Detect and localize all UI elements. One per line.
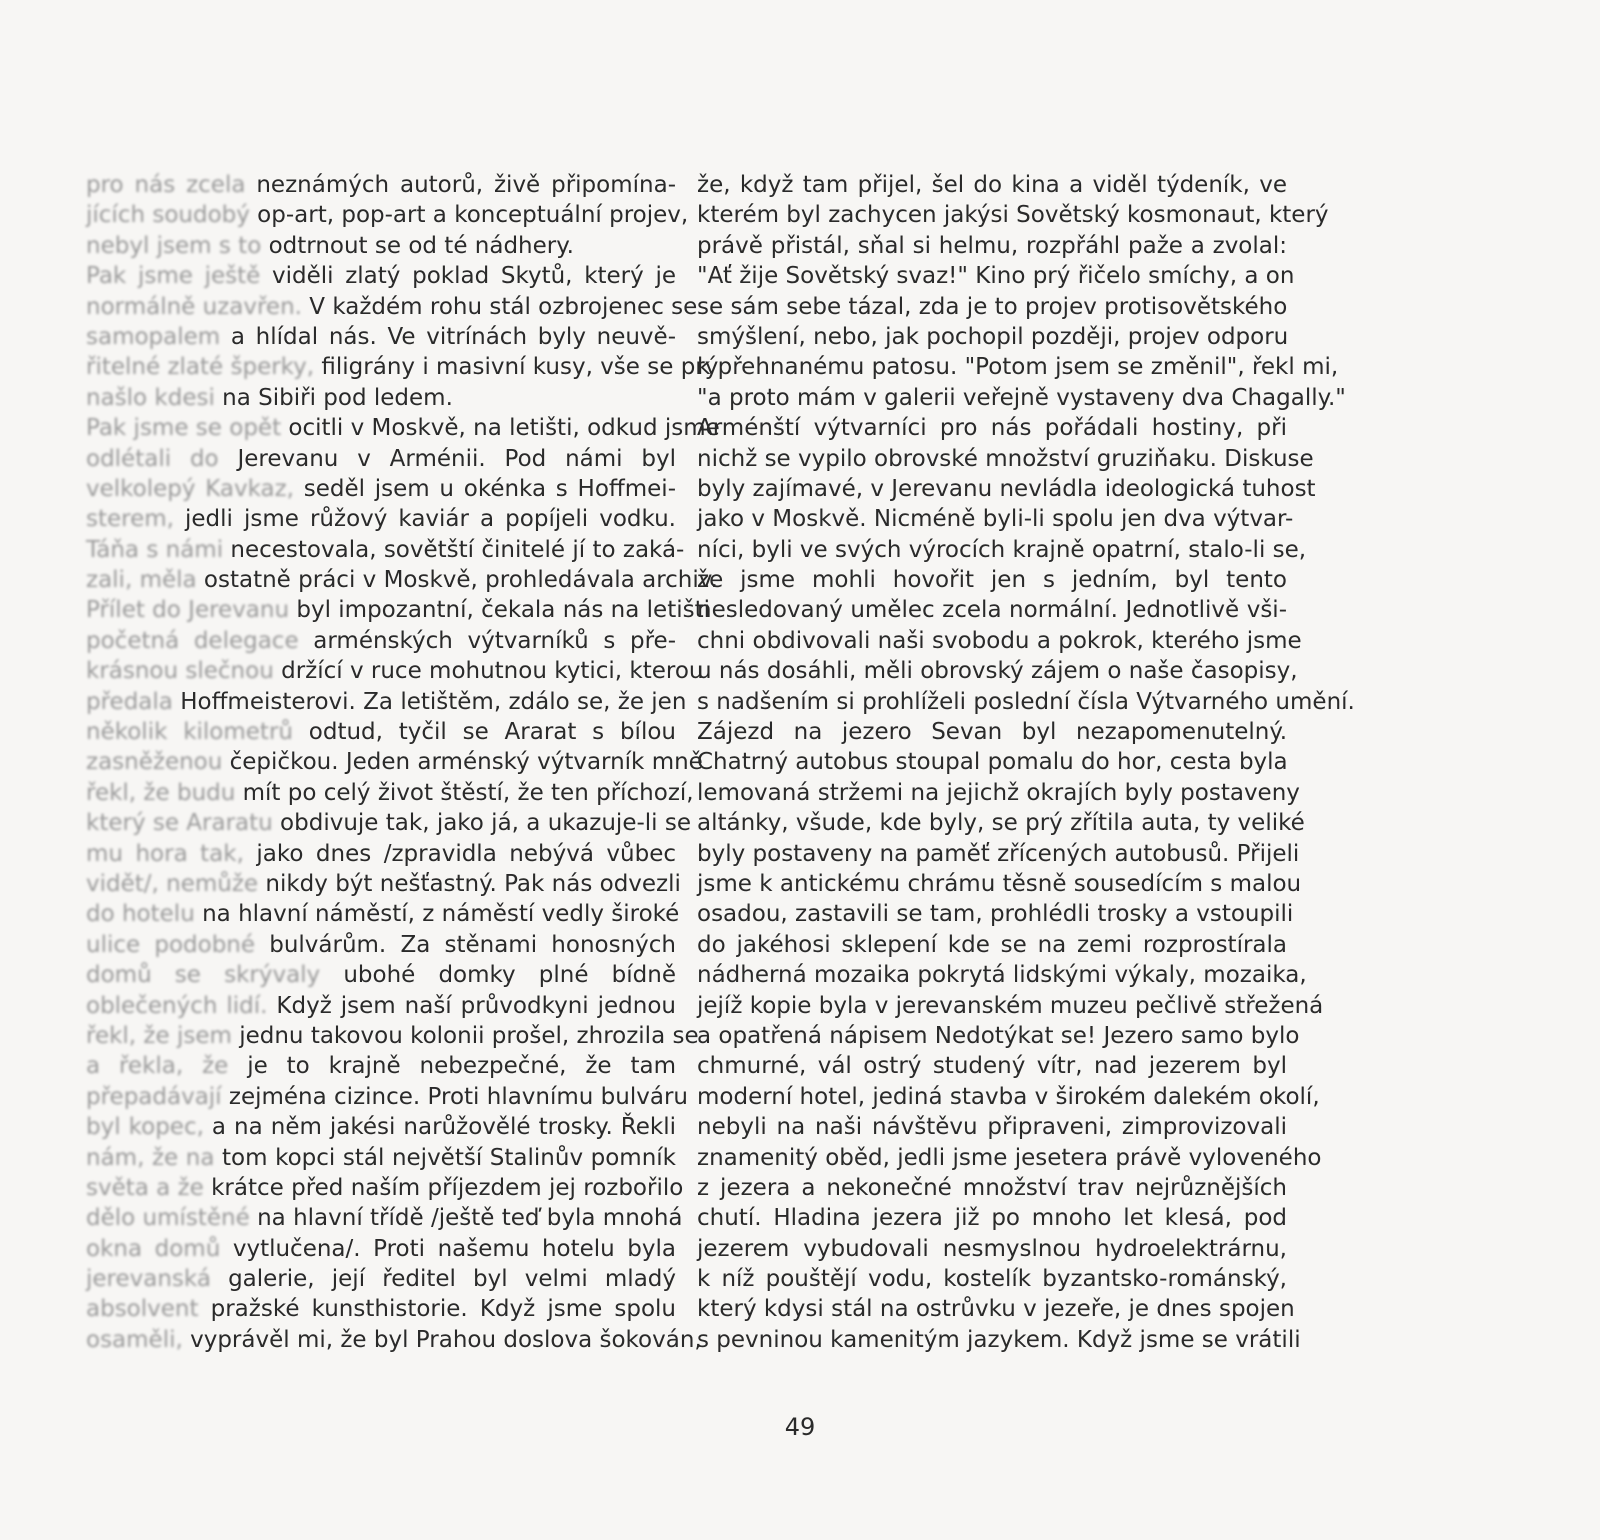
line-text: chutí. Hladina jezera již po mnoho let klesá, pod (697, 1205, 1287, 1232)
text-line (86, 1234, 676, 1264)
line-text: krátce před naším příjezdem jej rozbořilo (203, 1174, 684, 1201)
text-line (697, 1051, 1287, 1081)
text-line (697, 413, 1287, 443)
line-text: níci, byli ve svých výrocích krajně opatrní, stalo-li se, (697, 536, 1307, 563)
text-line (86, 1051, 676, 1081)
text-line (86, 778, 694, 808)
faded-text: přepadávají (86, 1083, 222, 1110)
line-text: chni obdivovali naši svobodu a pokrok, kterého jsme (697, 627, 1302, 654)
line-text: bulvárům. Za stěnami honosných (255, 931, 676, 958)
line-text: znamenitý oběd, jedli jsme jesetera právě vyloveného (697, 1144, 1322, 1171)
text-line (86, 1294, 676, 1324)
text-line (86, 231, 676, 261)
line-text: do jakéhosi sklepení kde se na zemi rozprostírala (697, 931, 1287, 958)
line-text: a hlídal nás. Ve vitrínách byly neuvě- (220, 323, 676, 350)
text-line (86, 292, 698, 322)
text-line (86, 869, 681, 899)
text-line (86, 474, 676, 504)
line-text: s nadšením si prohlíželi poslední čísla Výtvarného umění. (697, 688, 1355, 715)
line-text: filigrány i masivní kusy, vše se prý (314, 354, 719, 381)
faded-text: do hotelu (86, 901, 195, 928)
text-line (697, 504, 1294, 534)
line-text: jezerem vybudovali nesmyslnou hydroelektrárnu, (697, 1235, 1287, 1262)
line-text: lemovaná stržemi na jejichž okrajích byly postaveny (697, 779, 1300, 806)
text-line (86, 991, 676, 1021)
line-text: ubohé domky plné bídně (320, 962, 676, 989)
text-line (697, 1234, 1287, 1264)
text-line (697, 717, 1287, 747)
line-text: seděl jsem u okénka s Hoffmei- (294, 475, 676, 502)
text-line (86, 200, 689, 230)
faded-text: řekl, že jsem (86, 1022, 232, 1049)
faded-text: předala (86, 688, 173, 715)
line-text: kterém byl zachycen jakýsi Sovětský kosmonaut, který (697, 202, 1329, 229)
text-line (697, 261, 1295, 291)
line-text: ostatně práci v Moskvě, prohledávala archiv. (196, 567, 718, 594)
line-text: jsme k antickému chrámu těsně sousedícím s malou (697, 870, 1302, 897)
text-line (697, 383, 1346, 413)
line-text: k níž pouštějí vodu, kostelík byzantsko-románský, (697, 1266, 1287, 1293)
text-line (697, 170, 1287, 200)
text-line (86, 1143, 676, 1173)
line-text: z jezera a nekonečné množství trav nejrůznějších (697, 1174, 1287, 1201)
text-line (697, 1021, 1300, 1051)
text-line (86, 839, 676, 869)
line-text: viděli zlatý poklad Skytů, který je (260, 263, 676, 290)
faded-text: absolvent (86, 1296, 199, 1323)
faded-text: několik kilometrů (86, 719, 293, 746)
line-text: op-art, pop-art a konceptuální projev, (249, 202, 689, 229)
line-text: zejména cizince. Proti hlavnímu bulváru (221, 1083, 688, 1110)
text-line (697, 960, 1307, 990)
text-line (697, 1203, 1287, 1233)
faded-text: sterem, (86, 506, 174, 533)
line-text: k přehnanému patosu. "Potom jsem se změnil", řekl mi, (697, 354, 1339, 381)
line-text: Hoffmeisterovi. Za letištěm, zdálo se, že jen (172, 688, 687, 715)
line-text: vytlučena/. Proti našemu hotelu byla (220, 1235, 676, 1262)
text-line (697, 991, 1324, 1021)
line-text: nesledovaný umělec zcela normální. Jednotlivě vši- (697, 597, 1287, 624)
text-line (697, 444, 1314, 474)
faded-text: samopalem (86, 323, 221, 350)
text-line (697, 778, 1300, 808)
text-line (86, 1325, 702, 1355)
text-line (697, 656, 1298, 686)
text-line (86, 352, 719, 382)
line-text: jako v Moskvě. Nicméně byli-li spolu jen dva výtvar- (697, 506, 1294, 533)
line-text: nebyli na naši návštěvu připraveni, zimprovizovali (697, 1114, 1287, 1141)
faded-text: zali, měla (86, 567, 197, 594)
text-line (697, 930, 1287, 960)
page-number: 49 (784, 1413, 816, 1441)
text-line (86, 1203, 683, 1233)
line-text: odtrnout se od té nádhery. (261, 232, 574, 259)
text-line (697, 231, 1287, 261)
text-line (86, 413, 720, 443)
text-line (86, 1082, 688, 1112)
line-text: osadou, zastavili se tam, prohlédli trosky a vstoupili (697, 901, 1294, 928)
line-text: držící v ruce mohutnou kytici, kterou (273, 658, 704, 685)
line-text: a opatřená nápisem Nedotýkat se! Jezero samo bylo (697, 1022, 1300, 1049)
text-line (697, 808, 1305, 838)
text-line (697, 474, 1316, 504)
faded-text: oblečených lidí. (86, 992, 268, 1019)
line-text: který kdysi stál na ostrůvku v jezeře, je dnes spojen (697, 1296, 1295, 1323)
line-text: že, když tam přijel, šel do kina a viděl týdeník, ve (697, 172, 1287, 198)
line-text: byly postaveny na paměť zřícených autobusů. Přijeli (697, 840, 1300, 867)
faded-text: zasněženou (86, 749, 223, 776)
line-text: arménských výtvarníků s pře- (298, 627, 676, 654)
text-line (86, 1112, 676, 1142)
text-line (697, 352, 1339, 382)
line-text: se sám sebe tázal, zda je to projev protisovětského (697, 293, 1288, 320)
text-line (697, 747, 1287, 777)
right-text-column (697, 170, 1355, 1355)
faded-text: vidět/, nemůže (86, 870, 259, 897)
text-line (697, 292, 1287, 322)
line-text: čepičkou. Jeden arménský výtvarník mně (222, 749, 703, 776)
text-line (697, 200, 1329, 230)
line-text: Arménští výtvarníci pro nás pořádali hostiny, při (697, 415, 1287, 442)
text-line (86, 808, 691, 838)
line-text: odtud, tyčil se Ararat s bílou (292, 719, 676, 746)
line-text: Chatrný autobus stoupal pomalu do hor, cesta byla (697, 749, 1288, 776)
line-text: nikdy být nešťastný. Pak nás odvezli (258, 870, 681, 897)
faded-text: nebyl jsem s to (86, 232, 262, 259)
text-line (697, 1112, 1287, 1142)
line-text: ocitli v Moskvě, na letišti, odkud jsme (281, 415, 720, 442)
faded-text: mu hora tak, (86, 840, 244, 867)
faded-text: velkolepý Kavkaz, (86, 475, 294, 502)
line-text: jejíž kopie byla v jerevanském muzeu pečlivě střežená (697, 992, 1324, 1019)
faded-text: odlétali do (86, 445, 219, 472)
line-text: byl impozantní, čekala nás na letišti (289, 597, 710, 624)
faded-text: početná delegace (86, 627, 299, 654)
line-text: "Ať žije Sovětský svaz!" Kino prý řičelo smíchy, a on (697, 263, 1295, 290)
text-line (697, 1294, 1295, 1324)
text-line (86, 504, 676, 534)
line-text: altánky, všude, kde byly, se prý zřítila auta, ty veliké (697, 810, 1305, 837)
text-line (86, 565, 718, 595)
line-text: u nás dosáhli, měli obrovský zájem o naše časopisy, (697, 658, 1298, 685)
text-line (697, 1325, 1301, 1355)
faded-text: dělo umístěné (86, 1205, 250, 1232)
text-line (86, 930, 676, 960)
text-line (697, 1143, 1322, 1173)
text-line (86, 535, 685, 565)
line-text: Když jsem naší průvodkyni jednou (267, 992, 676, 1019)
line-text: smýšlení, nebo, jak pochopil později, projev odporu (697, 323, 1289, 350)
text-line (697, 869, 1302, 899)
line-text: s pevninou kamenitým jazykem. Když jsme se vrátili (697, 1326, 1301, 1353)
text-line (86, 383, 676, 413)
text-line (86, 1264, 676, 1294)
line-text: že jsme mohli hovořit jen s jedním, byl tento (697, 567, 1287, 594)
faded-text: Pak jsme se opět (86, 415, 282, 442)
faded-text: jerevanská (86, 1266, 211, 1293)
line-text: právě přistál, sňal si helmu, rozpřáhl paže a zvolal: (697, 232, 1287, 259)
line-text: jednu takovou kolonii prošel, zhrozila se (231, 1022, 699, 1049)
text-line (697, 595, 1287, 625)
text-line (86, 717, 676, 747)
line-text: na Sibiři pod ledem. (214, 384, 453, 411)
text-line (697, 626, 1302, 656)
line-text: chmurné, vál ostrý studený vítr, nad jezerem byl (697, 1053, 1287, 1080)
faded-text: domů se skrývaly (86, 962, 321, 989)
faded-text: ulice podobné (86, 931, 256, 958)
line-text: nichž se vypilo obrovské množství gruziňaku. Diskuse (697, 445, 1314, 472)
text-line (86, 261, 676, 291)
line-text: neznámých autorů, živě připomína- (245, 172, 676, 198)
faded-text: jících soudobý (86, 202, 250, 229)
text-line (86, 444, 676, 474)
left-text-column (86, 170, 720, 1355)
line-text: na hlavní třídě /ještě teď byla mnohá (249, 1205, 683, 1232)
line-text: jako dnes /zpravidla nebývá vůbec (243, 840, 676, 867)
text-line (697, 1264, 1287, 1294)
text-line (86, 960, 676, 990)
text-line (86, 322, 676, 352)
faded-text: a řekla, že (86, 1053, 229, 1080)
text-line (697, 322, 1287, 352)
faded-text: krásnou slečnou (86, 658, 274, 685)
text-line (86, 595, 710, 625)
text-line (86, 747, 703, 777)
text-line (86, 656, 704, 686)
faded-text: pro nás zcela (86, 172, 246, 198)
faded-text: normálně uzavřen. (86, 293, 302, 320)
text-line (697, 839, 1300, 869)
text-line (697, 1082, 1320, 1112)
text-line (86, 1021, 699, 1051)
line-text: obdivuje tak, jako já, a ukazuje-li se (272, 810, 691, 837)
line-text: necestovala, sovětští činitelé jí to zaká- (223, 536, 685, 563)
line-text: a na něm jakési narůžovělé trosky. Řekli (203, 1114, 676, 1141)
line-text: je to krajně nebezpečné, že tam (228, 1053, 676, 1080)
faded-text: světa a že (86, 1174, 204, 1201)
text-line (86, 626, 676, 656)
line-text: moderní hotel, jediná stavba v širokém dalekém okolí, (697, 1083, 1320, 1110)
line-text: V každém rohu stál ozbrojenec se (301, 293, 698, 320)
faded-text: našlo kdesi (86, 384, 215, 411)
faded-text: osaměli, (86, 1326, 183, 1353)
faded-text: nám, že na (86, 1144, 215, 1171)
text-line (86, 170, 676, 200)
line-text: na hlavní náměstí, z náměstí vedly široké (194, 901, 680, 928)
text-line (86, 1173, 684, 1203)
line-text: galerie, její ředitel byl velmi mladý (210, 1266, 676, 1293)
text-line (697, 565, 1287, 595)
line-text: mít po celý život štěstí, že ten příchozí, (235, 779, 694, 806)
faded-text: byl kopec, (86, 1114, 204, 1141)
faded-text: Pak jsme ještě (86, 263, 261, 290)
faded-text: který se Araratu (86, 810, 273, 837)
text-line (86, 899, 680, 929)
faded-text: Přílet do Jerevanu (86, 597, 290, 624)
faded-text: okna domů (86, 1235, 221, 1262)
text-line (697, 535, 1307, 565)
line-text: tom kopci stál největší Stalinův pomník (214, 1144, 677, 1171)
text-line (697, 1173, 1287, 1203)
text-line (697, 687, 1355, 717)
line-text: pražské kunsthistorie. Když jsme spolu (198, 1296, 676, 1323)
line-text: Zájezd na jezero Sevan byl nezapomenutelný. (697, 719, 1287, 746)
faded-text: řekl, že budu (86, 779, 236, 806)
line-text: vyprávěl mi, že byl Prahou doslova šokován, (182, 1326, 702, 1353)
faded-text: řitelné zlaté šperky, (86, 354, 315, 381)
text-line (697, 899, 1294, 929)
faded-text: Táňa s námi (86, 536, 224, 563)
line-text: nádherná mozaika pokrytá lidskými výkaly, mozaika, (697, 962, 1307, 989)
line-text: "a proto mám v galerii veřejně vystaveny dva Chagally." (697, 384, 1346, 411)
line-text: byly zajímavé, v Jerevanu nevládla ideologická tuhost (697, 475, 1316, 502)
line-text: Jerevanu v Arménii. Pod námi byl (218, 445, 676, 472)
text-line (86, 687, 687, 717)
line-text: jedli jsme růžový kaviár a popíjeli vodku. (173, 506, 676, 533)
